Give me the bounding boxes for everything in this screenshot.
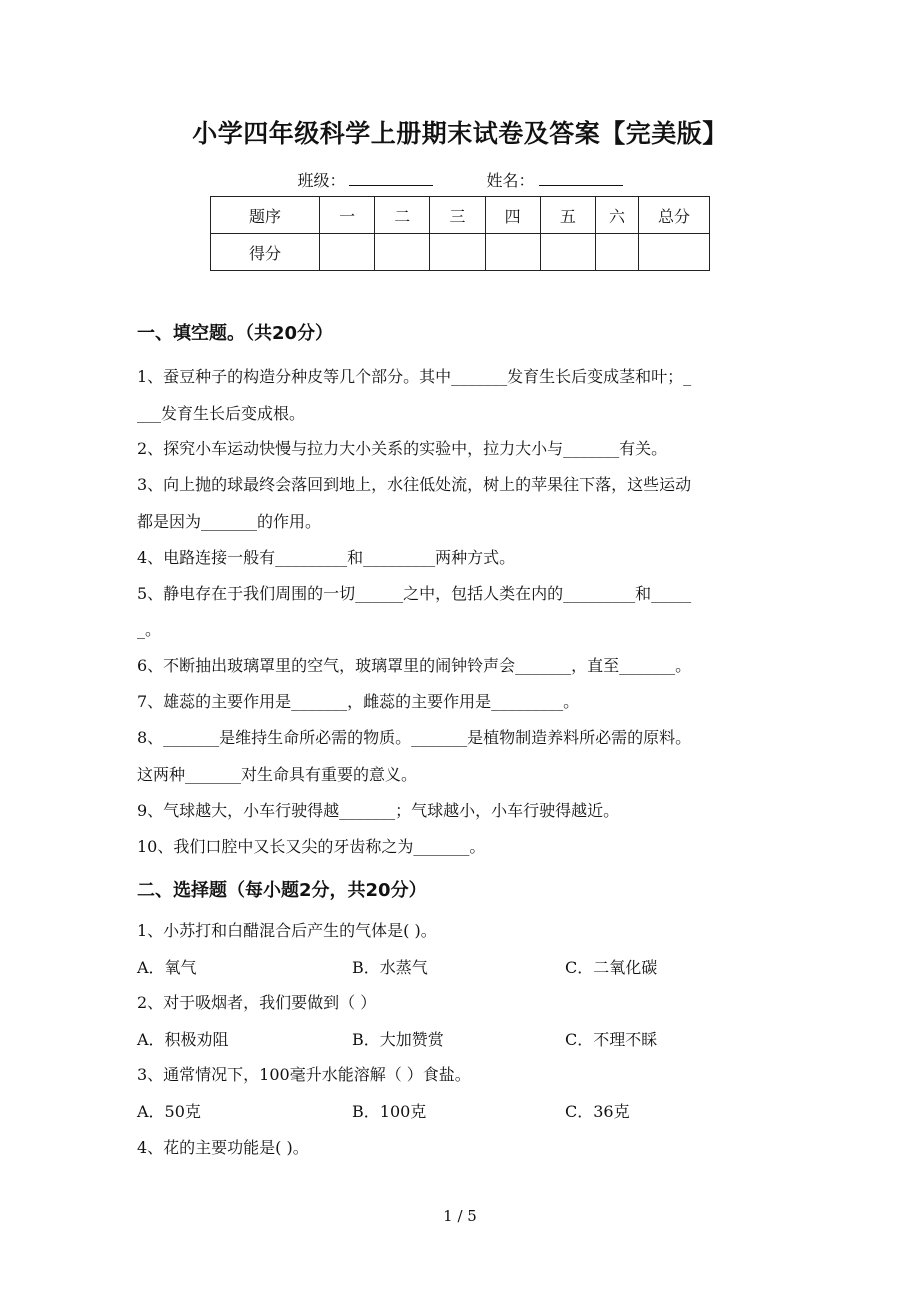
question-stem: 1、小苏打和白醋混合后产生的气体是( )。 [137, 921, 437, 940]
page-number: 1 / 5 [443, 1207, 477, 1225]
question-stem: 2、对于吸烟者，我们要做到（ ） [137, 993, 377, 1012]
header-cell: 六 [596, 197, 639, 234]
score-cell [375, 234, 430, 271]
name-field [487, 168, 623, 191]
score-row [211, 234, 710, 271]
score-cell [540, 234, 595, 271]
option-a: A．50克 [137, 1102, 201, 1121]
section-2-heading: 二、选择题（每小题2分，共20分） [137, 880, 427, 901]
option-b: B．大加赞赏 [352, 1030, 444, 1049]
score-header-row [211, 197, 710, 234]
option-a: A．积极劝阻 [137, 1030, 229, 1049]
option-c: C．36克 [565, 1102, 630, 1121]
section-1-heading: 一、填空题。（共20分） [137, 323, 334, 344]
name-label: 姓名： [486, 171, 535, 190]
class-label: 班级： [297, 171, 346, 190]
question-line: 2、探究小车运动快慢与拉力大小关系的实验中，拉力大小与_______有关。 [137, 439, 668, 458]
question-line: 7、雄蕊的主要作用是_______，雌蕊的主要作用是_________。 [137, 692, 580, 711]
row-label-cell: 得分 [211, 234, 320, 271]
question-stem: 3、通常情况下，100毫升水能溶解（ ）食盐。 [137, 1065, 471, 1084]
page-title: 小学四年级科学上册期末试卷及答案【完美版】 [192, 119, 728, 148]
header-cell: 题序 [211, 197, 320, 234]
header-cell: 四 [485, 197, 540, 234]
score-cell [485, 234, 540, 271]
question-line: _。 [137, 620, 162, 639]
header-cell: 五 [540, 197, 595, 234]
header-cell: 总分 [639, 197, 710, 234]
class-blank [349, 171, 433, 186]
option-b: B．水蒸气 [352, 958, 428, 977]
score-cell [430, 234, 485, 271]
score-cell [639, 234, 710, 271]
option-c: C．不理不睬 [565, 1030, 658, 1049]
header-cell: 三 [430, 197, 485, 234]
header-cell: 一 [320, 197, 375, 234]
class-field [297, 168, 433, 191]
question-line: 3、向上抛的球最终会落回到地上，水往低处流，树上的苹果往下落，这些运动 [137, 475, 692, 494]
option-a: A．氧气 [137, 958, 197, 977]
name-blank [539, 171, 623, 186]
option-b: B．100克 [352, 1102, 427, 1121]
question-line: 6、不断抽出玻璃罩里的空气，玻璃罩里的闹钟铃声会_______，直至_______。 [137, 656, 692, 675]
question-line: 9、气球越大，小车行驶得越_______；气球越小，小车行驶得越近。 [137, 801, 620, 820]
score-cell [596, 234, 639, 271]
question-line: ___发育生长后变成根。 [137, 404, 306, 423]
question-line: 1、蚕豆种子的构造分种皮等几个部分。其中_______发育生长后变成茎和叶；_ [137, 367, 692, 386]
question-line: 8、_______是维持生命所必需的物质。_______是植物制造养料所必需的原料。 [137, 728, 692, 747]
score-cell [320, 234, 375, 271]
question-line: 都是因为_______的作用。 [137, 512, 322, 531]
question-line: 10、我们口腔中又长又尖的牙齿称之为_______。 [137, 837, 486, 856]
student-info [0, 168, 920, 191]
header-cell: 二 [375, 197, 430, 234]
score-table [210, 196, 710, 271]
question-line: 5、静电存在于我们周围的一切______之中，包括人类在内的_________和_____ [137, 584, 692, 603]
question-line: 这两种_______对生命具有重要的意义。 [137, 765, 418, 784]
question-line: 4、电路连接一般有_________和_________两种方式。 [137, 548, 516, 567]
question-stem: 4、花的主要功能是( )。 [137, 1138, 309, 1157]
option-c: C．二氧化碳 [565, 958, 658, 977]
